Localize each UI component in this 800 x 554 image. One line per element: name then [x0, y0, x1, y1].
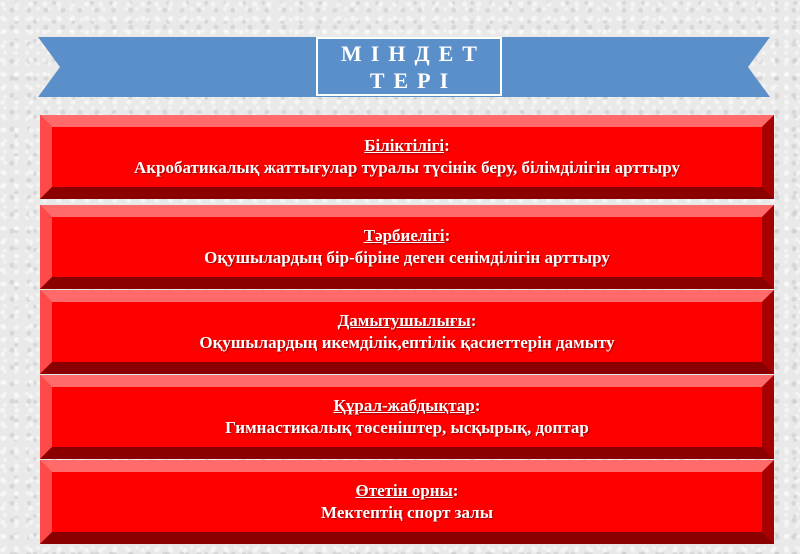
- panel-text: Оқушылардың бір-біріне деген сенімділігін арттыру: [204, 248, 610, 267]
- title-line-2: ТЕРІ: [369, 67, 458, 93]
- panel-equipment: [40, 375, 774, 459]
- panel-development: [40, 290, 774, 374]
- panel-text: Акробатикалық жаттығулар туралы түсінік беру, білімділігін арттыру: [133, 158, 681, 177]
- panel-heading-colon: :: [452, 481, 459, 500]
- panel-upbringing: [40, 205, 774, 289]
- panel-text: Гимнастикалық төсеніштер, ысқырық, доптар: [225, 418, 589, 437]
- panel-qualification: [40, 115, 774, 199]
- title-banner: [38, 37, 770, 97]
- page-title: [316, 37, 502, 96]
- panel-heading: Өтетін орны: [355, 481, 453, 500]
- panel-location: [40, 460, 774, 544]
- panel-text: Мектептің спорт залы: [321, 503, 493, 522]
- panel-heading: Дамытушылығы: [337, 311, 471, 330]
- title-line-1: МІНДЕТ: [341, 40, 486, 66]
- panel-heading-colon: :: [470, 311, 477, 330]
- panel-heading: Біліктілігі: [364, 136, 445, 155]
- panel-heading: Тәрбиелігі: [363, 226, 445, 245]
- panel-text: Оқушылардың икемділік,ептілік қасиеттерін дамыту: [199, 333, 615, 352]
- panel-heading-colon: :: [474, 396, 481, 415]
- panel-heading-colon: :: [444, 136, 450, 155]
- panel-heading: Құрал-жабдықтар: [333, 396, 475, 415]
- panel-heading-colon: :: [444, 226, 451, 245]
